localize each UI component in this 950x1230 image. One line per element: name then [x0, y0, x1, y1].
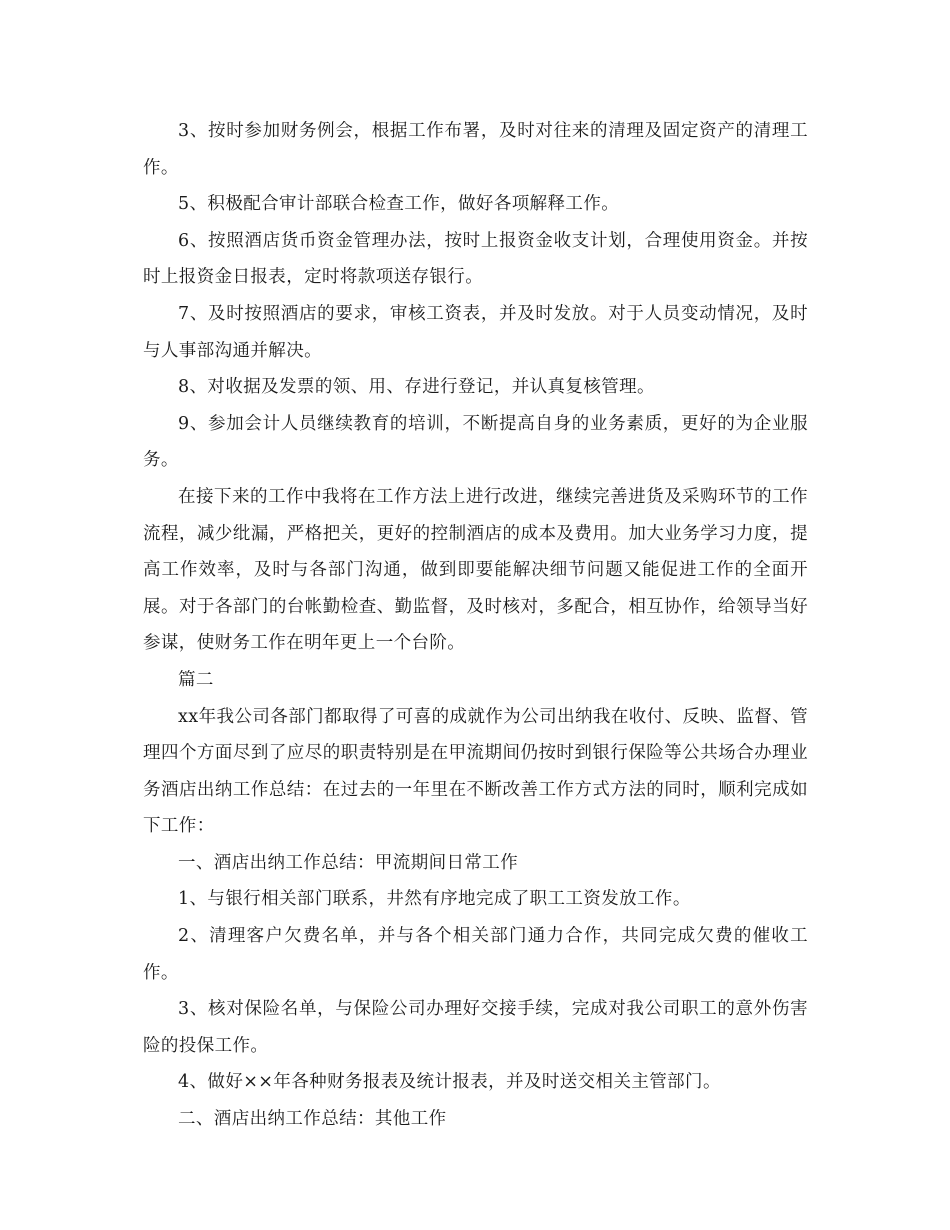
paragraph-daily-2: 2、清理客户欠费名单，并与各个相关部门通力合作，共同完成欠费的催收工作。 — [143, 926, 808, 983]
paragraph-item-8: 8、对收据及发票的领、用、存进行登记，并认真复核管理。 — [178, 377, 655, 398]
paragraph-summary: 在接下来的工作中我将在工作方法上进行改进，继续完善进货及采购环节的工作流程，减少纰漏，严格把关，更好的控制酒店的成本及费用。加大业务学习力度，提高工作效率，及时与各部门沟通，做到即要能解决细节问题又能促进工作的全面开展。对于各部门的台帐勤检查、勤监督，及时核对，多配合，相互协作，给领导当好参谋，使财务工作在明年更上一个台阶。 — [143, 486, 808, 654]
section-heading-daily-work: 一、酒店出纳工作总结：甲流期间日常工作 — [178, 852, 519, 873]
section-heading-part-two: 篇二 — [178, 669, 214, 690]
paragraph-daily-3: 3、核对保险名单，与保险公司办理好交接手续，完成对我公司职工的意外伤害险的投保工作。 — [143, 999, 808, 1056]
paragraph-item-9: 9、参加会计人员继续教育的培训，不断提高自身的业务素质，更好的为企业服务。 — [143, 413, 808, 471]
paragraph-intro: xx年我公司各部门都取得了可喜的成就作为公司出纳我在收付、反映、监督、管理四个方面尽到了应尽的职责特别是在甲流期间仍按时到银行保险等公共场合办理业务酒店出纳工作总结：在过去的一年里在不断改善工作方式方法的同时，顺利完成如下工作： — [143, 706, 808, 837]
paragraph-daily-1: 1、与银行相关部门联系，井然有序地完成了职工工资发放工作。 — [178, 889, 691, 910]
paragraph-item-6: 6、按照酒店货币资金管理办法，按时上报资金收支计划，合理使用资金。并按时上报资金日报表，定时将款项送存银行。 — [143, 230, 808, 288]
paragraph-item-7: 7、及时按照酒店的要求，审核工资表，并及时发放。对于人员变动情况，及时与人事部沟通并解决。 — [143, 303, 808, 361]
paragraph-item-5: 5、积极配合审计部联合检查工作，做好各项解释工作。 — [178, 194, 620, 215]
section-heading-other-work: 二、酒店出纳工作总结：其他工作 — [178, 1109, 447, 1130]
document-page — [143, 113, 808, 1138]
paragraph-item-3: 3、按时参加财务例会，根据工作布署，及时对往来的清理及固定资产的清理工作。 — [143, 121, 808, 178]
paragraph-daily-4: 4、做好××年各种财务报表及统计报表，并及时送交相关主管部门。 — [178, 1072, 721, 1093]
